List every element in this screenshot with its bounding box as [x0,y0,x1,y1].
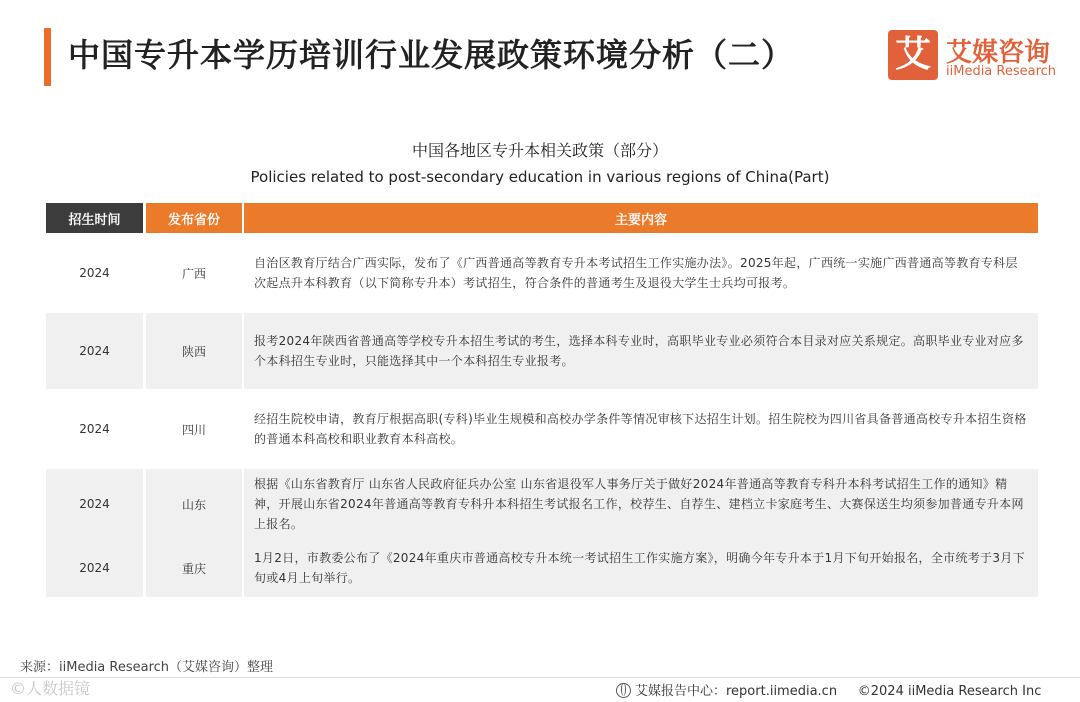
table-header [46,203,1038,233]
logo-mark-text: 艾 [894,34,931,75]
content-cell: 1月2日，市教委公布了《2024年重庆市普通高校专升本统一考试招生工作实施方案》，明确今年专升本于1月下旬开始报名，全市统考于3月下旬或4月上旬举行。 [244,539,1038,597]
globe-icon [616,683,631,698]
logo-en-name: iiMedia Research [946,64,1057,79]
title-accent-bar [44,28,51,86]
province-cell: 陕西 [146,313,242,389]
page-title: 中国专升本学历培训行业发展政策环境分析（二） [68,36,795,74]
source-note: 来源：iiMedia Research（艾媒咨询）整理 [20,660,274,675]
year-cell: 2024 [46,313,143,389]
year-cell: 2024 [46,539,143,597]
header-main-content: 主要内容 [244,203,1038,233]
policy-table [46,203,1038,597]
province-cell: 重庆 [146,539,242,597]
table-title-en: Policies related to post-secondary education in various regions of China(Part) [250,168,830,186]
content-cell: 报考2024年陕西省普通高等学校专升本招生考试的考生，选择本科专业时，高职毕业专业必须符合本目录对应关系规定。高职毕业专业对应多个本科招生专业时，只能选择其中一个本科招生专业报考。 [244,313,1038,389]
province-cell: 山东 [146,469,242,539]
footer-info [616,680,1041,699]
year-cell: 2024 [46,469,143,539]
table-title-cn: 中国各地区专升本相关政策（部分） [411,141,668,160]
year-cell: 2024 [46,391,143,467]
table-row [46,469,1038,539]
content-cell: 自治区教育厅结合广西实际，发布了《广西普通高等教育专升本考试招生工作实施办法》。2025年起，广西统一实施广西普通高等教育专科层次起点升本科教育（以下简称专升本）考试招生，符合条件的普通考生及退役大学生士兵均可报考。 [244,235,1038,311]
table-row [46,313,1038,389]
iimedia-logo [888,30,1068,82]
copyright-text: ©2024 iiMedia Research Inc [857,684,1042,699]
watermark: ©人数据镜 [10,679,91,698]
table-row [46,235,1038,311]
report-center-link[interactable]: 艾媒报告中心：report.iimedia.cn [635,684,838,699]
year-cell: 2024 [46,235,143,311]
province-cell: 四川 [146,391,242,467]
province-cell: 广西 [146,235,242,311]
header-province: 发布省份 [146,203,242,233]
logo-cn-name: 艾媒咨询 [946,38,1051,68]
footer-divider [0,677,1080,678]
table-row [46,539,1038,597]
logo-mark [888,30,938,80]
content-cell: 根据《山东省教育厅 山东省人民政府征兵办公室 山东省退役军人事务厅关于做好2024年普通高等教育专科升本科考试招生工作的通知》精神，开展山东省2024年普通高等教育专科升本科招生考试报名工作，校荐生、自荐生、建档立卡家庭考生、大赛保送生均须参加普通专升本网上报名。 [244,469,1038,539]
content-cell: 经招生院校申请，教育厅根据高职(专科)毕业生规模和高校办学条件等情况审核下达招生计划。招生院校为四川省具备普通高校专升本招生资格的普通本科高校和职业教育本科高校。 [244,391,1038,467]
header-enrollment-time: 招生时间 [46,203,143,233]
table-row [46,391,1038,467]
